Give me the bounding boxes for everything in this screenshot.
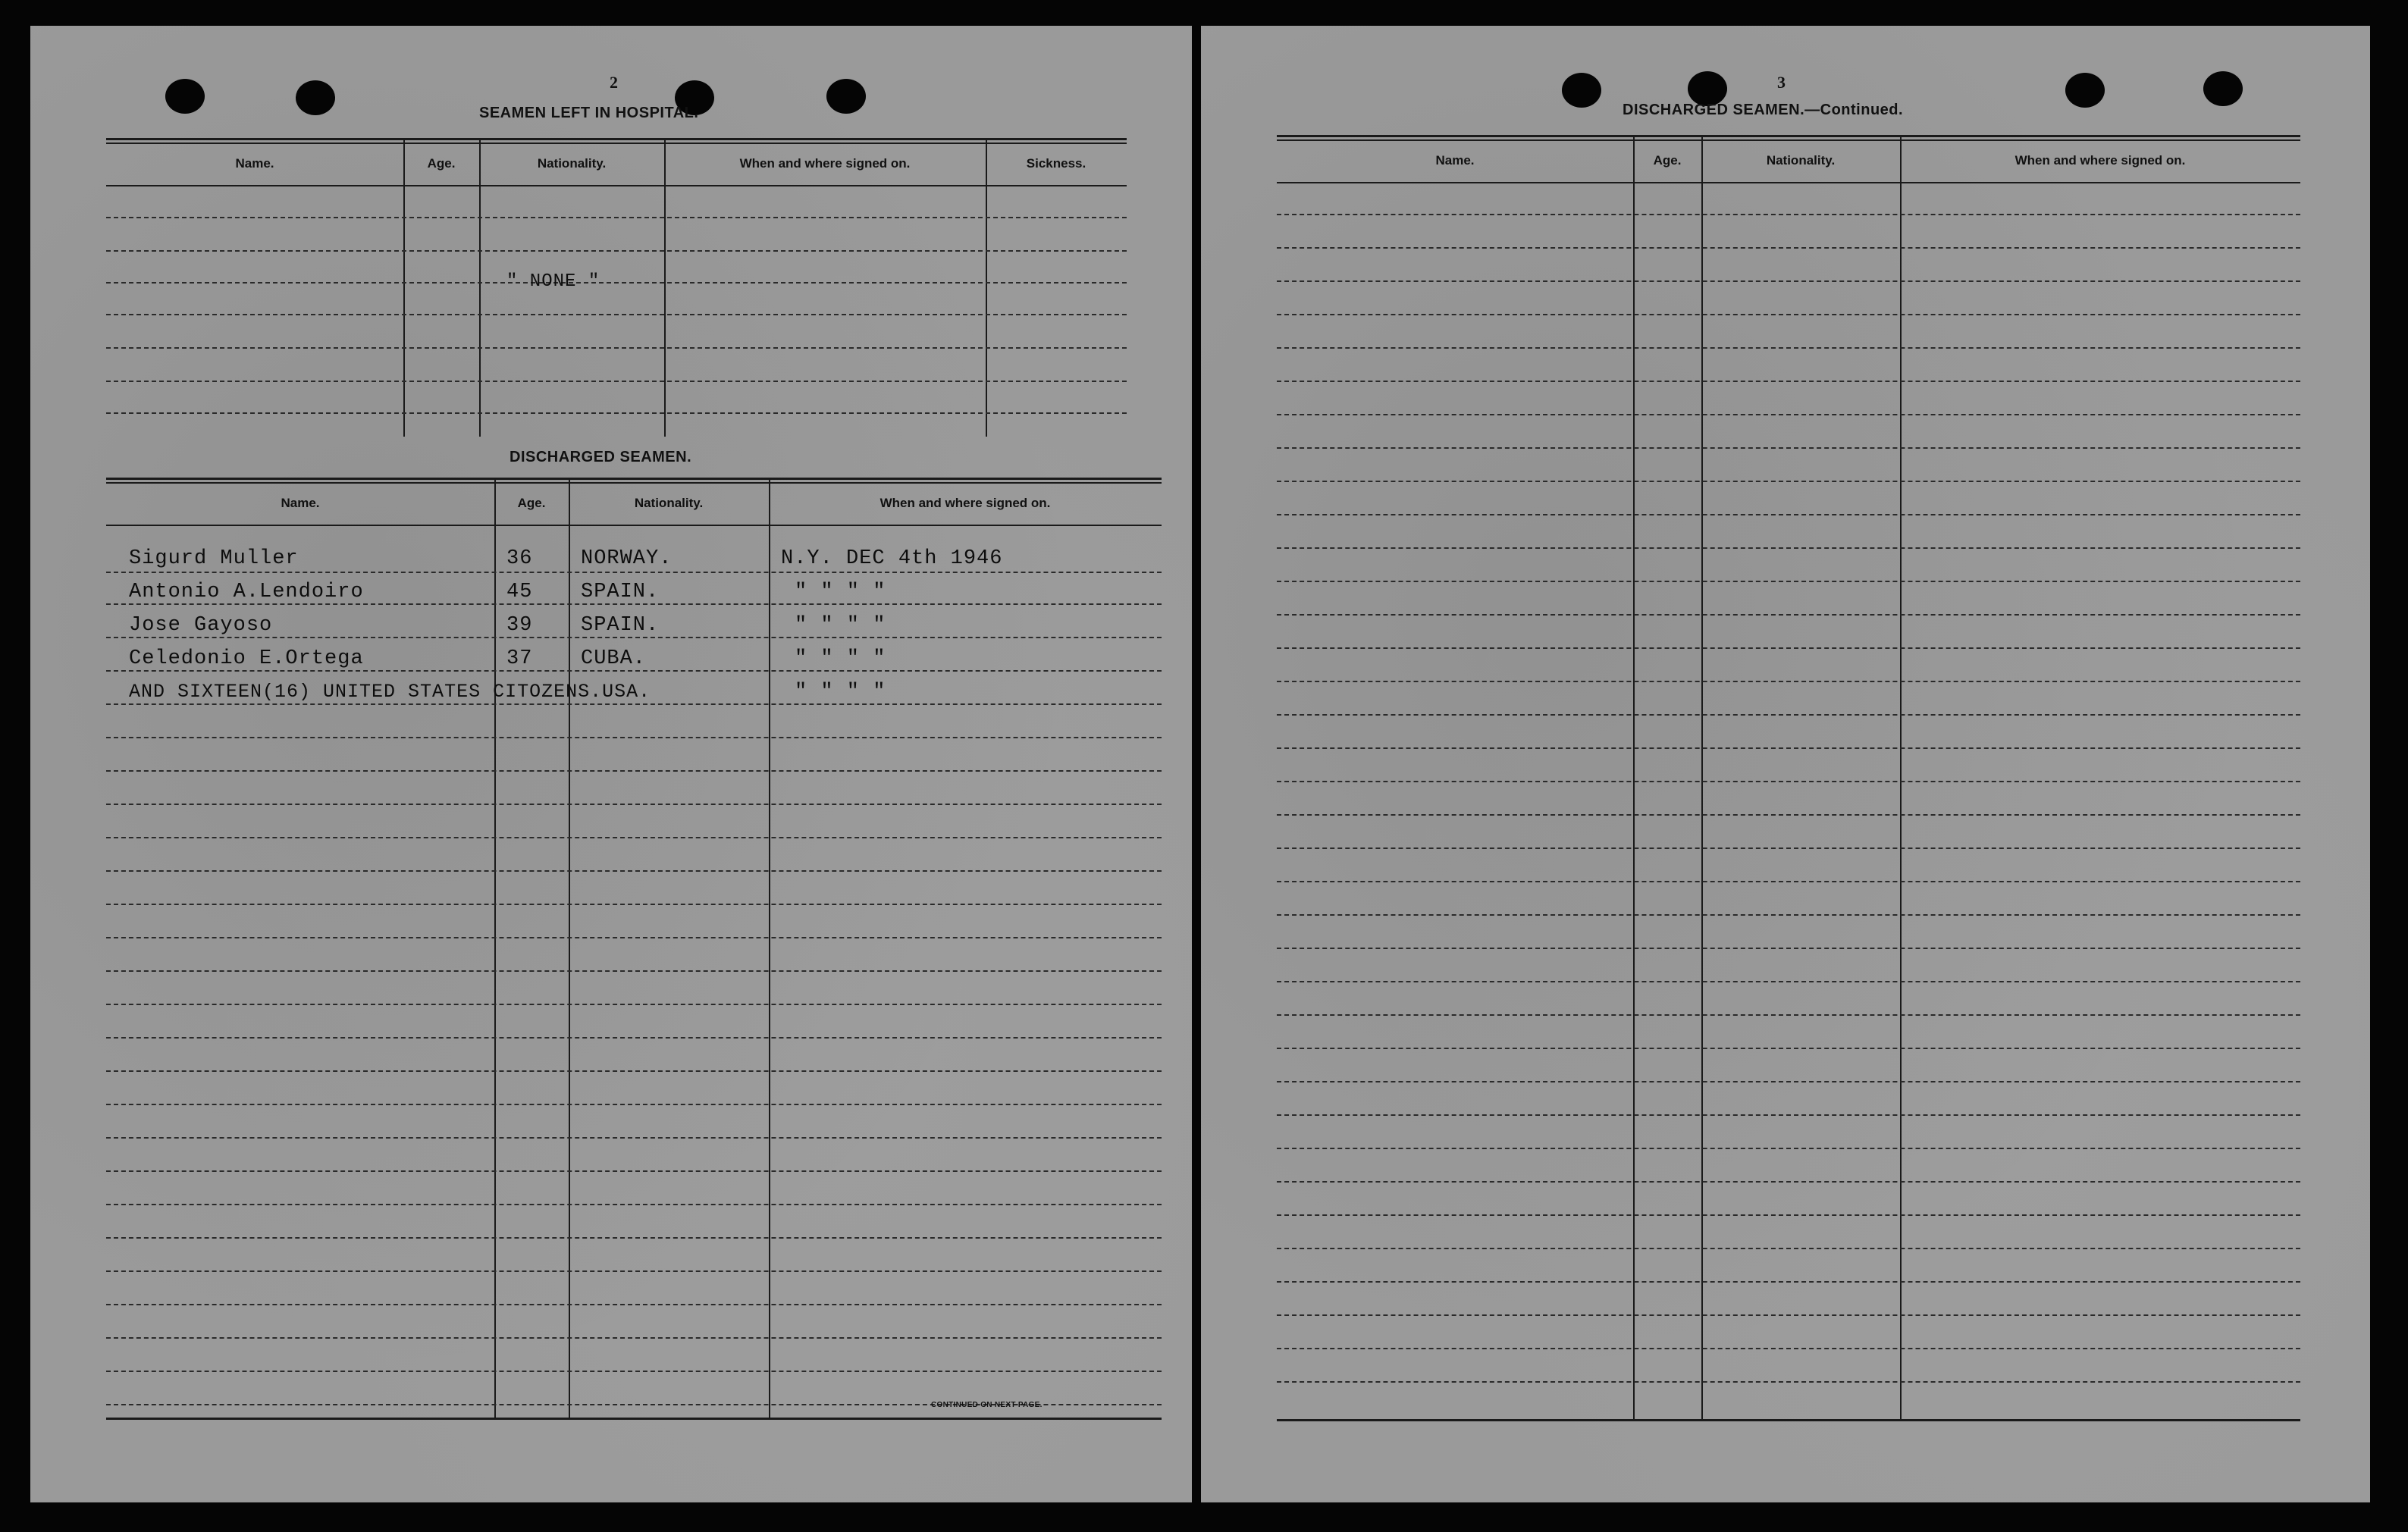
discharged-col-signed-on: When and where signed on.	[879, 496, 1051, 510]
discharged-section-title: DISCHARGED SEAMEN.	[510, 449, 692, 465]
hospital-section-title: SEAMEN LEFT IN HOSPITAL.	[479, 105, 699, 121]
hospital-col-age: Age.	[427, 156, 456, 171]
hospital-col-sickness: Sickness.	[1026, 156, 1086, 171]
hospital-col-name: Name.	[235, 156, 274, 171]
page-number: 3	[1777, 73, 1786, 92]
right-page	[1201, 26, 2370, 1502]
seaman-nationality: SPAIN.	[581, 614, 660, 637]
seaman-nationality: SPAIN.	[581, 581, 660, 603]
seaman-age: 37	[506, 647, 533, 670]
seaman-age: 39	[506, 614, 533, 637]
discharged-col-nationality: Nationality.	[634, 496, 704, 510]
page-number: 2	[610, 73, 618, 92]
punch-hole	[165, 79, 205, 114]
continued-col-signed-on: When and where signed on.	[2015, 153, 2186, 168]
discharged-col-name: Name.	[281, 496, 320, 510]
continued-col-nationality: Nationality.	[1766, 153, 1836, 168]
discharged-continued-table	[1277, 135, 2300, 1424]
continued-col-name: Name.	[1435, 153, 1475, 168]
left-page	[30, 26, 1192, 1502]
seaman-name: Jose Gayoso	[129, 614, 273, 637]
punch-hole	[296, 80, 335, 115]
summary-row: AND SIXTEEN(16) UNITED STATES CITOZENS.USA.	[129, 681, 651, 703]
continued-col-age: Age.	[1653, 153, 1682, 168]
seaman-signed-on: " " " "	[795, 581, 886, 603]
seaman-name: Sigurd Muller	[129, 547, 299, 570]
seaman-signed-on: N.Y. DEC 4th 1946	[781, 547, 1003, 570]
seaman-signed-on: " " " "	[795, 614, 886, 637]
summary-signed-on: " " " "	[795, 681, 886, 703]
continued-note: CONTINUED ON NEXT PAGE.	[931, 1401, 1043, 1409]
hospital-table	[106, 138, 1127, 437]
seaman-name: Antonio A.Lendoiro	[129, 581, 364, 603]
punch-hole	[1562, 73, 1601, 108]
seaman-nationality: CUBA.	[581, 647, 647, 670]
hospital-entry: " NONE "	[506, 271, 600, 292]
punch-hole	[826, 79, 866, 114]
punch-hole	[2203, 71, 2243, 106]
discharged-col-age: Age.	[517, 496, 546, 510]
seaman-name: Celedonio E.Ortega	[129, 647, 364, 670]
hospital-col-signed-on: When and where signed on.	[739, 156, 911, 171]
seaman-nationality: NORWAY.	[581, 547, 673, 570]
seaman-signed-on: " " " "	[795, 647, 886, 670]
discharged-table	[106, 478, 1162, 1421]
right-section-title: DISCHARGED SEAMEN.—Continued.	[1623, 102, 1904, 118]
seaman-age: 45	[506, 581, 533, 603]
seaman-age: 36	[506, 547, 533, 570]
punch-hole	[2065, 73, 2105, 108]
hospital-col-nationality: Nationality.	[537, 156, 607, 171]
